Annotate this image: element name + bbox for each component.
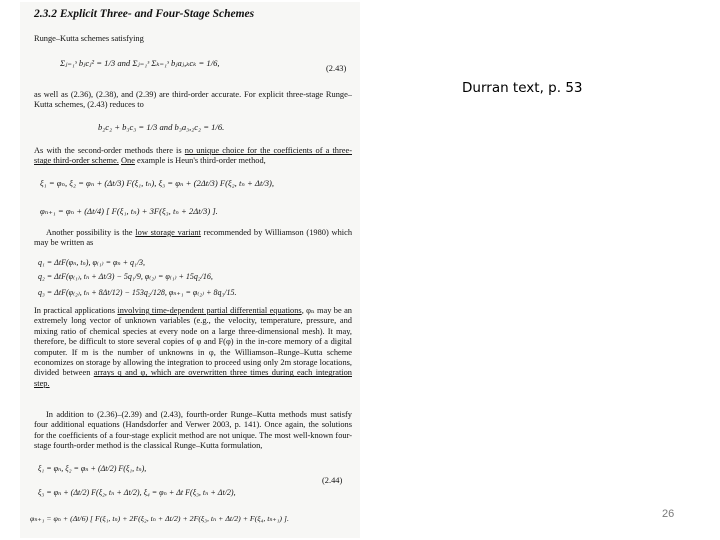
paragraph-rk-intro: Runge–Kutta schemes satisfying	[34, 34, 144, 43]
equation-reduced: b₂c₂ + b₃c₃ = 1/3 and b₃a₃,₂c₂ = 1/6.	[98, 122, 225, 132]
slide-page-number: 26	[662, 508, 675, 520]
scanned-textbook-page	[20, 2, 360, 538]
equation-williamson-2: q₂ = ΔtF(φ₍₁₎, tₙ + Δt/3) − 5q₁/9, φ₍₂₎ = φ₍₁₎ + 15q₂/16,	[38, 272, 213, 281]
equation-williamson-1: q₁ = ΔtF(φₙ, tₙ), φ₍₁₎ = φₙ + q₁/3,	[38, 258, 146, 267]
slide-caption: Durran text, p. 53	[462, 80, 583, 96]
paragraph-third-order: as well as (2.36), (2.38), and (2.39) are third-order accurate. For explicit three-stage Runge–Kutta schemes, (2.43) reduces to	[34, 90, 352, 110]
paragraph-heun-intro: As with the second-order methods there is no unique choice for the coefficients of a three-stage third-order scheme. One example is Heun's third-order method,	[34, 146, 352, 166]
equation-2-43: Σⱼ₌₁ˢ bⱼcⱼ² = 1/3 and Σⱼ₌₁ˢ Σₖ₌₁ˢ bⱼaⱼ,ₖcₖ = 1/6,	[60, 58, 220, 68]
equation-heun-update: φₙ₊₁ = φₙ + (Δt/4) [ F(ξ₁, tₙ) + 3F(ξ₃, tₙ + 2Δt/3) ].	[40, 206, 218, 216]
equation-williamson-3: q₃ = ΔtF(φ₍₂₎, tₙ + 8Δt/12) − 153q₂/128, φₙ₊₁ = φ₍₂₎ + 8q₃/15.	[38, 288, 237, 297]
equation-heun-stages: ξ₁ = φₙ, ξ₂ = φₙ + (Δt/3) F(ξ₁, tₙ), ξ₃ = φₙ + (2Δt/3) F(ξ₂, tₙ + Δt/3),	[40, 178, 275, 188]
equation-2-44-line-3: φₙ₊₁ = φₙ + (Δt/6) [ F(ξ₁, tₙ) + 2F(ξ₂, tₙ + Δt/2) + 2F(ξ₃, tₙ + Δt/2) + F(ξ₄, tₙ₊₁) ].	[30, 514, 289, 523]
equation-2-44-line-1: ξ₁ = φₙ, ξ₂ = φₙ + (Δt/2) F(ξ₁, tₙ),	[38, 464, 147, 473]
equation-number-2-43: (2.43)	[326, 64, 347, 73]
paragraph-practical-applications: In practical applications involving time-dependent partial differential equations, φₙ may be an extremely long vector of unknown variables (e.g., the velocity, temperature, pressure, and mixing ratio of chemical species at every node on a large three-dimensional mesh). It may, therefore, be difficult to store several copies of φ and F(φ) in the in-core memory of a digital computer. If m is the number of unknowns in φ, the Williamson–Runge–Kutta scheme economizes on storage by allowing the integration to proceed using only 2m storage locations, divided between arrays q and φ, which are overwritten three times during each integration step.	[34, 306, 352, 388]
section-heading: 2.3.2 Explicit Three- and Four-Stage Schemes	[34, 8, 255, 20]
paragraph-williamson: Another possibility is the low storage variant recommended by Williamson (1980) which may be written as	[34, 228, 353, 248]
paragraph-fourth-order: In addition to (2.36)–(2.39) and (2.43), fourth-order Runge–Kutta methods must satisfy four additional equations (Handsdorfer and Verwer 2003, p. 141). Once again, the solutions for the coefficients of a four-stage explicit method are not unique. The most well-known four-stage fourth-order method is the classical Runge–Kutta formulation,	[34, 410, 352, 451]
equation-number-2-44: (2.44)	[322, 476, 343, 485]
equation-2-44-line-2: ξ₃ = φₙ + (Δt/2) F(ξ₂, tₙ + Δt/2), ξ₄ = φₙ + Δt F(ξ₃, tₙ + Δt/2),	[38, 488, 236, 497]
